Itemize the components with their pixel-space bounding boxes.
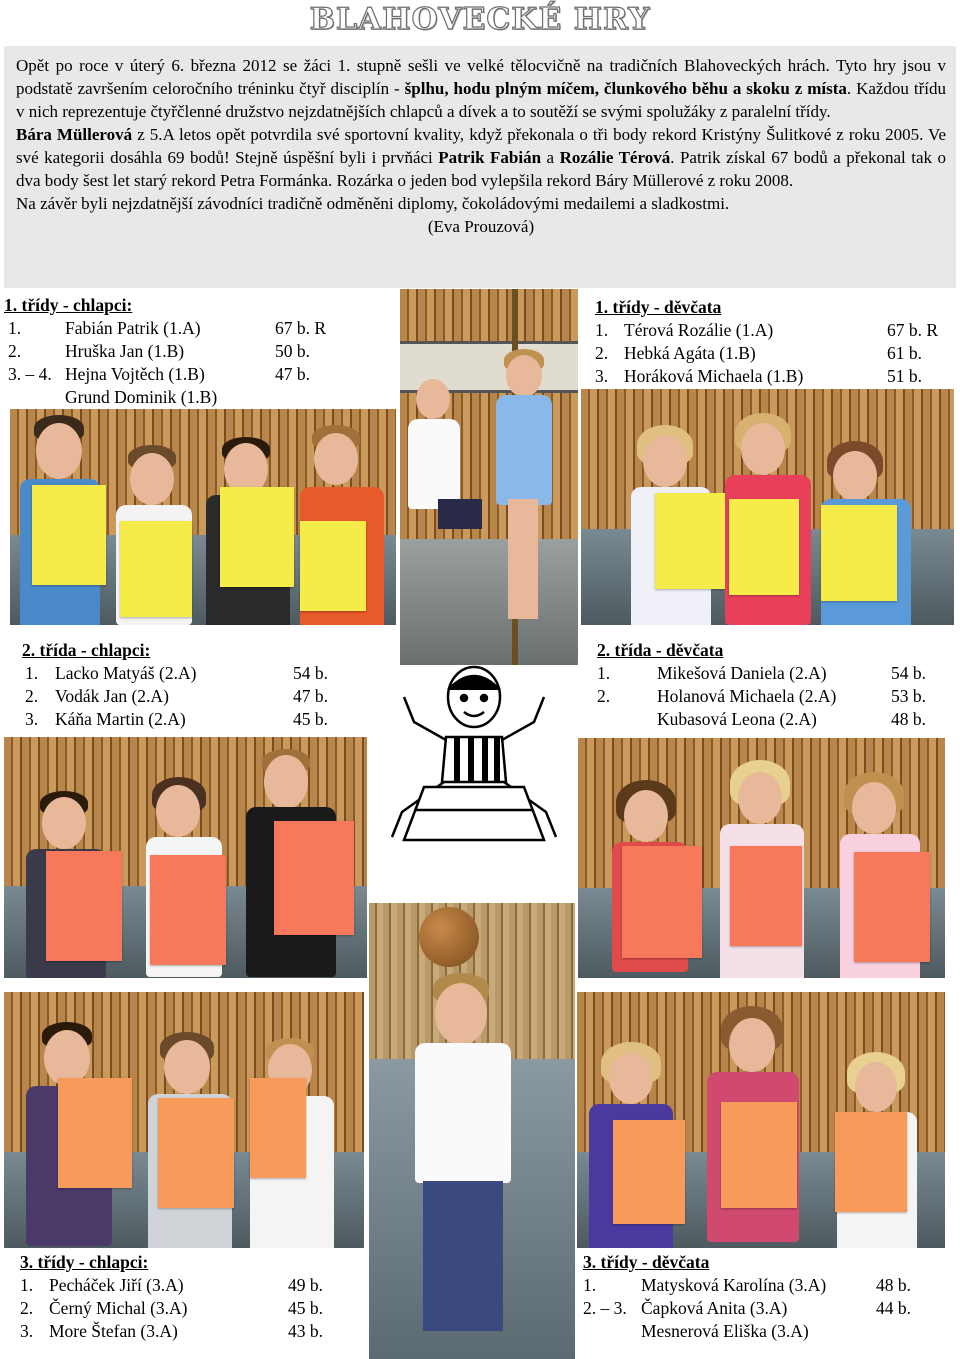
- results-3rd-grade-girls: [578, 1251, 948, 1343]
- photo-1st-grade-girls: [581, 389, 954, 625]
- page-title: BLAHOVECKÉ HRY: [309, 2, 651, 37]
- result-row: Grund Dominik (1.B): [65, 387, 218, 407]
- result-row: 3. More Štefan (3.A) 43 b.: [20, 1321, 323, 1341]
- result-row: 3. Horáková Michaela (1.B) 51 b.: [595, 366, 922, 386]
- photo-1st-grade-boys: [10, 407, 396, 625]
- result-row: 1. Matysková Karolína (3.A) 48 b.: [583, 1275, 911, 1295]
- result-row: Kubasová Leona (2.A) 48 b.: [657, 709, 926, 729]
- results-2nd-grade-girls: [597, 639, 947, 731]
- results-3rd-grade-boys: [16, 1251, 365, 1343]
- result-row: 1. Mikešová Daniela (2.A) 54 b.: [597, 663, 926, 683]
- result-row: 2. Holanová Michaela (2.A) 53 b.: [597, 686, 926, 706]
- result-row: 2. Hebká Agáta (1.B) 61 b.: [595, 343, 922, 363]
- results-heading: 1. třídy - děvčata: [595, 297, 722, 317]
- cartoon-boy-vaulting-illustration: [374, 662, 574, 842]
- result-row: Mesnerová Eliška (3.A): [641, 1321, 809, 1341]
- intro-paragraph-3: Na závěr byli nejzdatnější závodníci tradičně odměněni diplomy, čokoládovými medailemi a sladkostmi.: [16, 194, 730, 213]
- intro-box: [4, 46, 956, 288]
- result-row: 1. Térová Rozálie (1.A) 67 b. R: [595, 320, 939, 340]
- results-2nd-grade-boys: [22, 639, 367, 731]
- result-row: 2. Černý Michal (3.A) 45 b.: [20, 1298, 323, 1318]
- result-row: 1. Fabián Patrik (1.A) 67 b. R: [8, 318, 327, 338]
- results-heading: 2. třída - chlapci:: [22, 640, 151, 660]
- photo-3rd-grade-girls: [577, 992, 945, 1248]
- result-row: 2. – 3. Čapková Anita (3.A) 44 b.: [583, 1298, 911, 1318]
- result-row: 1. Lacko Matyáš (2.A) 54 b.: [25, 663, 328, 683]
- results-heading: 2. třída - děvčata: [597, 640, 724, 660]
- photo-2nd-grade-boys: [4, 737, 367, 978]
- photo-2nd-grade-girls: [578, 738, 945, 978]
- result-row: 2. Vodák Jan (2.A) 47 b.: [25, 686, 328, 706]
- photo-3rd-grade-boys: [4, 992, 364, 1248]
- photo-rope-climbing: [400, 289, 578, 665]
- result-row: 3. Káňa Martin (2.A) 45 b.: [25, 709, 328, 729]
- result-row: 2. Hruška Jan (1.B) 50 b.: [8, 341, 310, 361]
- intro-paragraph-2: Bára Müllerová z 5.A letos opět potvrdila své sportovní kvality, když překonala o tři body rekord Kristýny Šulitkové z roku 2005. Ve své kategorii dosáhla 69 bodů! Stejně úspěšní byli i prvňáci Patrik Fabián a Rozálie Térová. Patrik získal 67 bodů a překonal tak o dva body šest let starý rekord Petra Formánka. Rozárka o jeden bod vylepšila rekord Báry Müllerové z roku 2008.: [16, 125, 946, 190]
- intro-paragraph-1: Opět po roce v úterý 6. března 2012 se žáci 1. stupně sešli ve velké tělocvičně na tradičních Blahoveckých hrách. Tyto hry jsou v podstatě završením celoročního tréninku čtyř disciplín - šplhu, hodu plným míčem, člunkového běhu a skoku z místa. Každou třídu v nich reprezentuje čtyřčlenné družstvo nejzdatnějších chlapců a dívek a to soutěží se svými spolužáky z paralelní třídy.: [16, 56, 946, 121]
- result-row: 1. Pecháček Jiří (3.A) 49 b.: [20, 1275, 323, 1295]
- results-heading: 1. třídy - chlapci:: [4, 295, 133, 315]
- results-1st-grade-boys: [4, 294, 396, 409]
- result-row: 3. – 4. Hejna Vojtěch (1.B) 47 b.: [8, 364, 310, 384]
- results-heading: 3. třídy - chlapci:: [20, 1252, 149, 1272]
- photo-ball-throw: [369, 903, 575, 1359]
- results-heading: 3. třídy - děvčata: [583, 1252, 710, 1272]
- signature: (Eva Prouzová): [427, 217, 535, 236]
- results-1st-grade-girls: [589, 296, 955, 388]
